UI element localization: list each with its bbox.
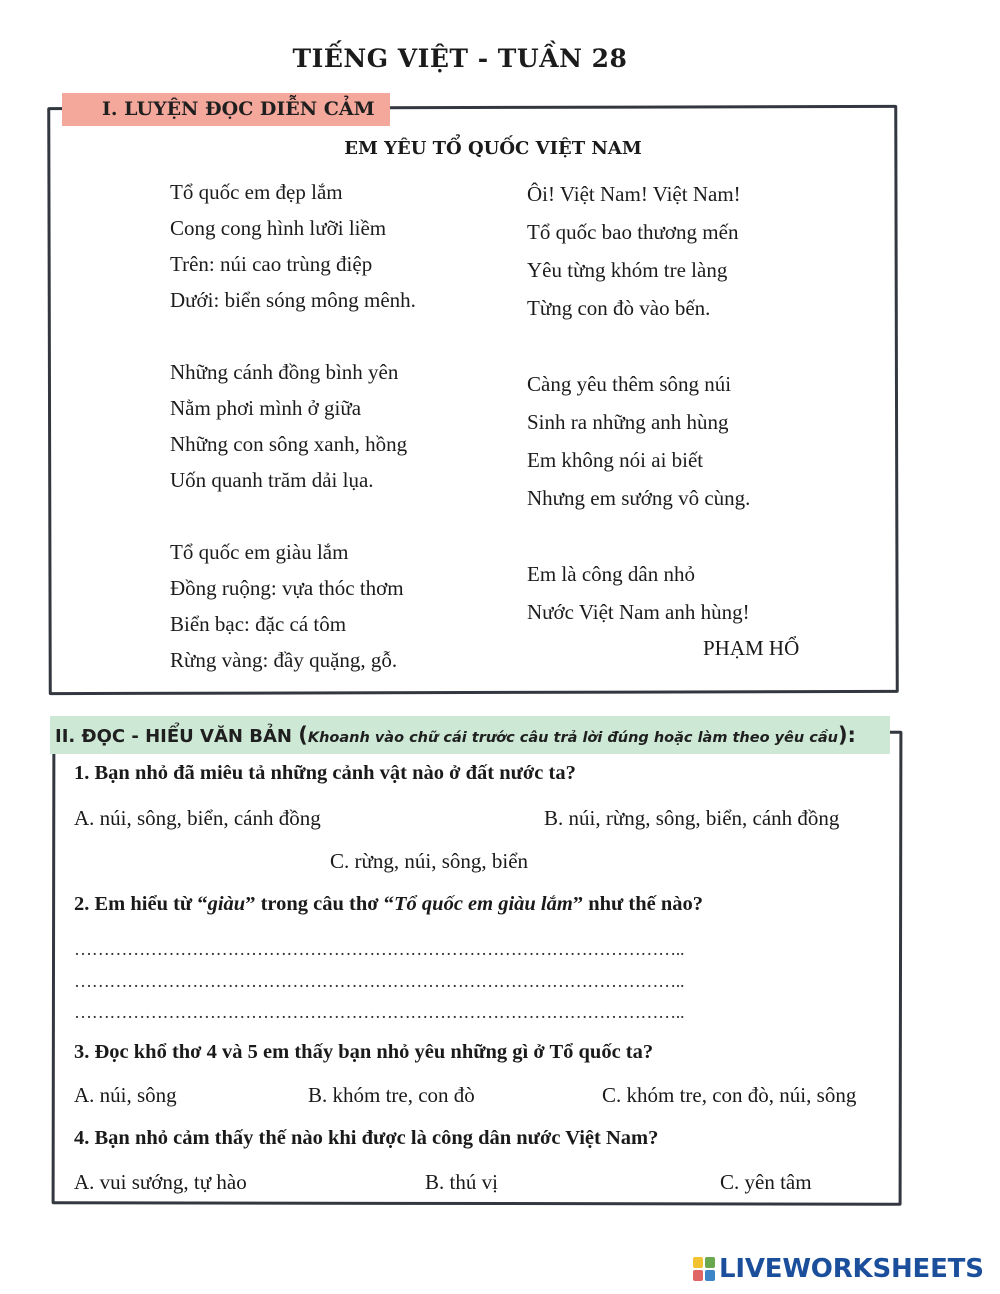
section2-instruction: Khoanh vào chữ cái trước câu trả lời đúng hoặc làm theo yêu cầu xyxy=(307,730,838,746)
page-title: TIẾNG VIỆT - TUẦN 28 xyxy=(292,44,628,73)
q4-option-c[interactable]: C. yên tâm xyxy=(720,1170,812,1194)
q4-option-b[interactable]: B. thú vị xyxy=(425,1170,498,1194)
poem-line: Đồng ruộng: vựa thóc thơm xyxy=(170,576,404,600)
poem-line: Nằm phơi mình ở giữa xyxy=(170,396,362,420)
paren-close: ): xyxy=(837,723,856,747)
liveworksheets-logo-icon xyxy=(692,1256,716,1282)
question-4: 4. Bạn nhỏ cảm thấy thế nào khi được là công dân nước Việt Nam? xyxy=(74,1127,659,1149)
liveworksheets-logo xyxy=(692,1254,984,1284)
poem-stanza-6 xyxy=(527,555,750,631)
q2-word: giàu xyxy=(207,893,246,915)
poem-title: EM YÊU TỔ QUỐC VIỆT NAM xyxy=(344,138,642,159)
section2-label xyxy=(50,716,890,754)
question-2 xyxy=(74,893,703,916)
poem-line: Càng yêu thêm sông núi xyxy=(527,372,732,396)
poem-line: Những cánh đồng bình yên xyxy=(170,360,399,384)
answer-line[interactable]: ………………………………………………………………………………………….. xyxy=(74,1003,685,1021)
poem-line: Em là công dân nhỏ xyxy=(527,562,695,586)
question-1: 1. Bạn nhỏ đã miêu tả những cảnh vật nào ở đất nước ta? xyxy=(74,762,576,784)
q1-option-a[interactable]: A. núi, sông, biển, cánh đồng xyxy=(74,806,321,830)
poem-line: Yêu từng khóm tre làng xyxy=(527,258,728,282)
section2-title: II. ĐỌC - HIỂU VĂN BẢN xyxy=(55,726,292,747)
poem-author: PHẠM HỔ xyxy=(703,636,800,660)
poem-line: Tổ quốc em đẹp lắm xyxy=(170,180,343,204)
poem-line: Tổ quốc em giàu lắm xyxy=(170,540,349,564)
poem-stanza-2 xyxy=(170,354,416,498)
paren-open: ( xyxy=(298,723,308,747)
q2-verse: Tổ quốc em giàu lắm xyxy=(394,893,573,915)
poem-right-column xyxy=(527,175,750,631)
poem-line: Ôi! Việt Nam! Việt Nam! xyxy=(527,182,741,206)
q1-option-c[interactable]: C. rừng, núi, sông, biển xyxy=(330,849,529,873)
section1-label: I. LUYỆN ĐỌC DIỄN CẢM xyxy=(62,93,390,126)
poem-line: Nhưng em sướng vô cùng. xyxy=(527,486,751,510)
poem-left-column xyxy=(170,174,416,678)
poem-line: Những con sông xanh, hồng xyxy=(170,432,408,456)
answer-line[interactable]: ………………………………………………………………………………………….. xyxy=(74,940,685,958)
poem-stanza-4 xyxy=(527,175,750,327)
q3-option-a[interactable]: A. núi, sông xyxy=(74,1083,177,1107)
question-3: 3. Đọc khổ thơ 4 và 5 em thấy bạn nhỏ yêu những gì ở Tổ quốc ta? xyxy=(74,1041,654,1063)
poem-line: Biển bạc: đặc cá tôm xyxy=(170,612,347,636)
poem-line: Từng con đò vào bến. xyxy=(527,296,711,320)
q3-option-c[interactable]: C. khóm tre, con đò, núi, sông xyxy=(602,1083,857,1107)
poem-line: Sinh ra những anh hùng xyxy=(527,410,729,434)
poem-line: Uốn quanh trăm dải lụa. xyxy=(170,468,374,492)
logo-text: LIVEWORKSHEETS xyxy=(719,1254,984,1284)
poem-stanza-3 xyxy=(170,534,416,678)
poem-stanza-1 xyxy=(170,174,416,318)
q1-option-b[interactable]: B. núi, rừng, sông, biển, cánh đồng xyxy=(544,806,840,830)
poem-line: Trên: núi cao trùng điệp xyxy=(170,252,373,276)
q3-option-b[interactable]: B. khóm tre, con đò xyxy=(308,1083,475,1107)
poem-line: Nước Việt Nam anh hùng! xyxy=(527,600,750,624)
poem-line: Tổ quốc bao thương mến xyxy=(527,220,739,244)
poem-line: Em không nói ai biết xyxy=(527,448,704,472)
q2-prefix: 2. Em hiểu từ “ xyxy=(74,893,208,915)
poem-line: Rừng vàng: đầy quặng, gỗ. xyxy=(170,648,398,672)
poem-line: Dưới: biển sóng mông mênh. xyxy=(170,288,416,312)
poem-line: Cong cong hình lưỡi liềm xyxy=(170,216,387,240)
q2-mid: ” trong câu thơ “ xyxy=(245,893,395,915)
poem-stanza-5 xyxy=(527,365,750,517)
q4-option-a[interactable]: A. vui sướng, tự hào xyxy=(74,1170,247,1194)
answer-line[interactable]: ………………………………………………………………………………………….. xyxy=(74,972,685,990)
q2-suffix: ” như thế nào? xyxy=(572,893,704,915)
